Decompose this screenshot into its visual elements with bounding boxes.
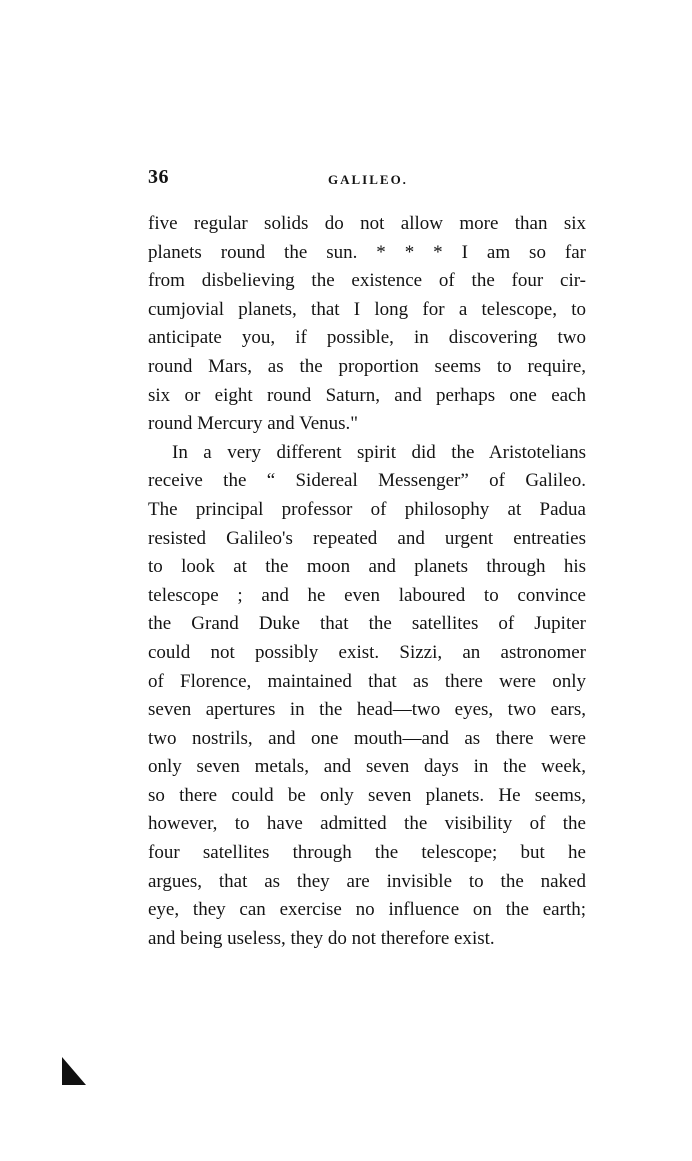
text-line: the Grand Duke that the satellites of Jupiter	[148, 613, 586, 635]
text-line: so there could be only seven planets. He seems,	[148, 784, 586, 806]
text-line: telescope ; and he even laboured to convince	[148, 584, 586, 606]
text-line: resisted Galileo's repeated and urgent entreaties	[148, 527, 586, 549]
text-line: six or eight round Saturn, and perhaps one each	[148, 384, 586, 406]
text-line: round Mars, as the proportion seems to require,	[148, 355, 586, 377]
text-line: planets round the sun. * * * I am so far	[148, 241, 586, 263]
running-head: GALILEO.	[328, 172, 408, 187]
text-line: and being useless, they do not therefore exist.	[148, 927, 495, 949]
text-line: five regular solids do not allow more than six	[148, 213, 586, 234]
text-line: anticipate you, if possible, in discovering two	[148, 327, 586, 349]
body-text	[148, 210, 586, 953]
page-number: 36	[148, 166, 169, 188]
text-line: argues, that as they are invisible to the naked	[148, 870, 586, 892]
text-line: cumjovial planets, that I long for a telescope, to	[148, 298, 586, 320]
text-line: to look at the moon and planets through his	[148, 556, 586, 578]
text-line: four satellites through the telescope; but he	[148, 842, 586, 864]
text-line: from disbelieving the existence of the four cir-	[148, 270, 586, 292]
text-line: round Mercury and Venus."	[148, 413, 359, 435]
text-line: The principal professor of philosophy at Padua	[148, 498, 586, 520]
text-line: only seven metals, and seven days in the week,	[148, 756, 586, 778]
text-line: eye, they can exercise no influence on the earth;	[148, 899, 586, 921]
text-line: receive the “ Sidereal Messenger” of Galileo.	[148, 470, 586, 492]
corner-mark	[62, 1057, 86, 1085]
text-line: two nostrils, and one mouth—and as there were	[148, 727, 586, 749]
text-line: of Florence, maintained that as there were only	[148, 670, 586, 692]
text-line: could not possibly exist. Sizzi, an astronomer	[148, 641, 586, 663]
text-line: In a very different spirit did the Aristotelians	[172, 441, 586, 463]
text-line: however, to have admitted the visibility of the	[148, 813, 586, 835]
text-line: seven apertures in the head—two eyes, two ears,	[148, 699, 586, 721]
